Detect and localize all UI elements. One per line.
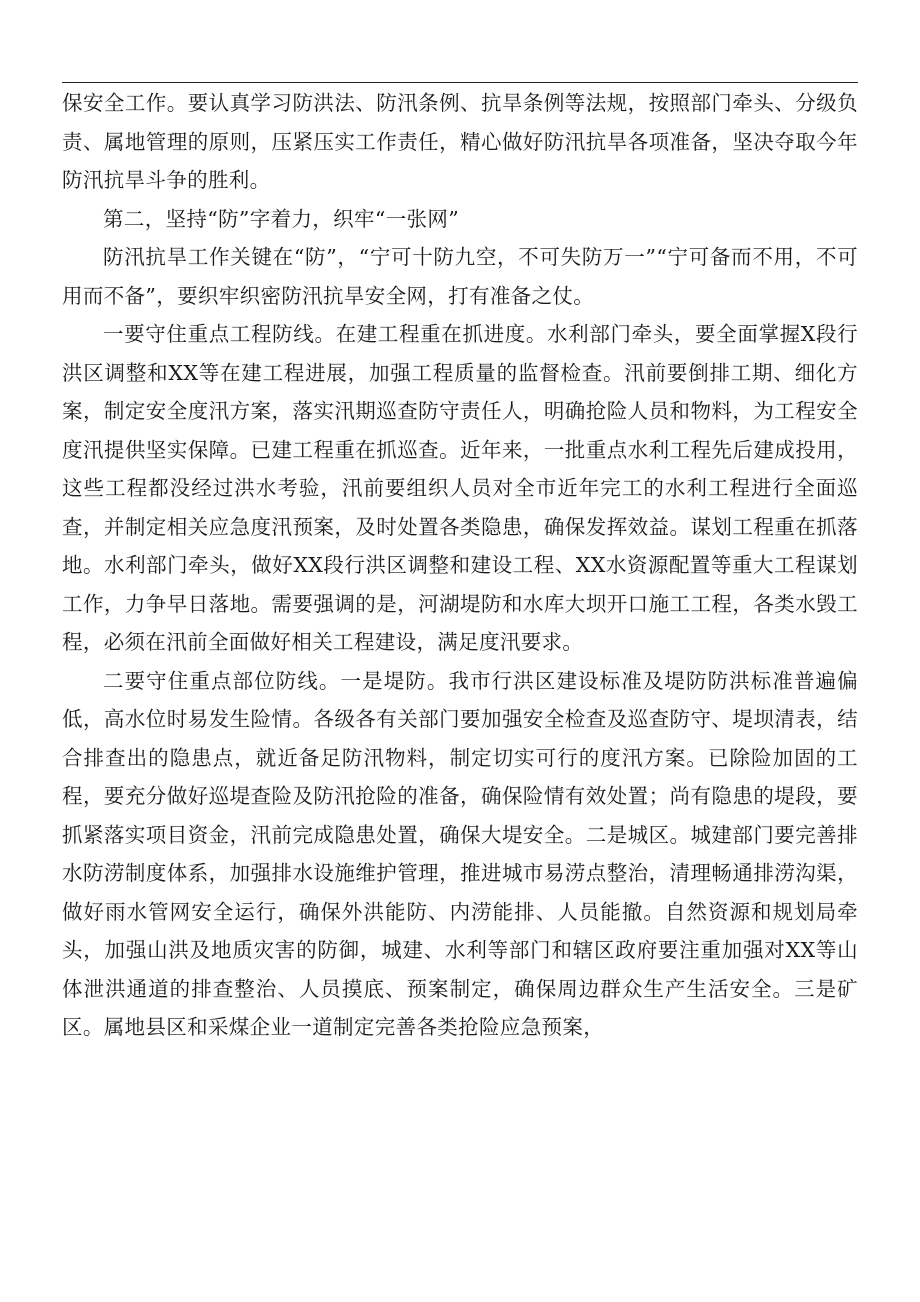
paragraph-continued: 保安全工作。要认真学习防洪法、防汛条例、抗旱条例等法规，按照部门牵头、分级负责、属地管理的原则，压紧压实工作责任，精心做好防汛抗旱各项准备，坚决夺取今年防汛抗旱斗争的胜利。 xyxy=(62,91,858,192)
paragraph: 一要守住重点工程防线。在建工程重在抓进度。水利部门牵头，要全面掌握X段行洪区调整和XX等在建工程进展，加强工程质量的监督检查。汛前要倒排工期、细化方案，制定安全度汛方案，落实汛期巡查防守责任人，明确抢险人员和物料，为工程安全度汛提供坚实保障。已建工程重在抓巡查。近年来，一批重点水利工程先后建成投用，这些工程都没经过洪水考验，汛前要组织人员对全市近年完工的水利工程进行全面巡查，并制定相关应急度汛预案，及时处置各类隐患，确保发挥效益。谋划工程重在抓落地。水利部门牵头，做好XX段行洪区调整和建设工程、XX水资源配置等重大工程谋划工作，力争早日落地。需要强调的是，河湖堤防和水库大坝开口施工工程，各类水毁工程，必须在汛前全面做好相关工程建设，满足度汛要求。 xyxy=(62,322,858,654)
document-body xyxy=(62,84,858,1047)
paragraph: 二要守住重点部位防线。一是堤防。我市行洪区建设标准及堤防防洪标准普遍偏低，高水位时易发生险情。各级各有关部门要加强安全检查及巡查防守、堤坝清表，结合排查出的隐患点，就近备足防汛物料，制定切实可行的度汛方案。已除险加固的工程，要充分做好巡堤查险及防汛抢险的准备，确保险情有效处置；尚有隐患的堤段，要抓紧落实项目资金，汛前完成隐患处置，确保大堤安全。二是城区。城建部门要完善排水防涝制度体系，加强排水设施维护管理，推进城市易涝点整治，清理畅通排涝沟渠，做好雨水管网安全运行，确保外洪能防、内涝能排、人员能撤。自然资源和规划局牵头，加强山洪及地质灾害的防御，城建、水利等部门和辖区政府要注重加强对XX等山体泄洪通道的排查整治、人员摸底、预案制定，确保周边群众生产生活安全。三是矿区。属地县区和采煤企业一道制定完善各类抢险应急预案， xyxy=(62,668,858,1039)
section-heading: 第二，坚持“防”字着力，织牢“一张网” xyxy=(103,206,460,231)
header-rule xyxy=(62,82,858,83)
paragraph: 防汛抗旱工作关键在“防”，“宁可十防九空，不可失防万一”“宁可备而不用，不可用而不备”，要织牢织密防汛抗旱安全网，打有准备之仗。 xyxy=(62,245,858,308)
